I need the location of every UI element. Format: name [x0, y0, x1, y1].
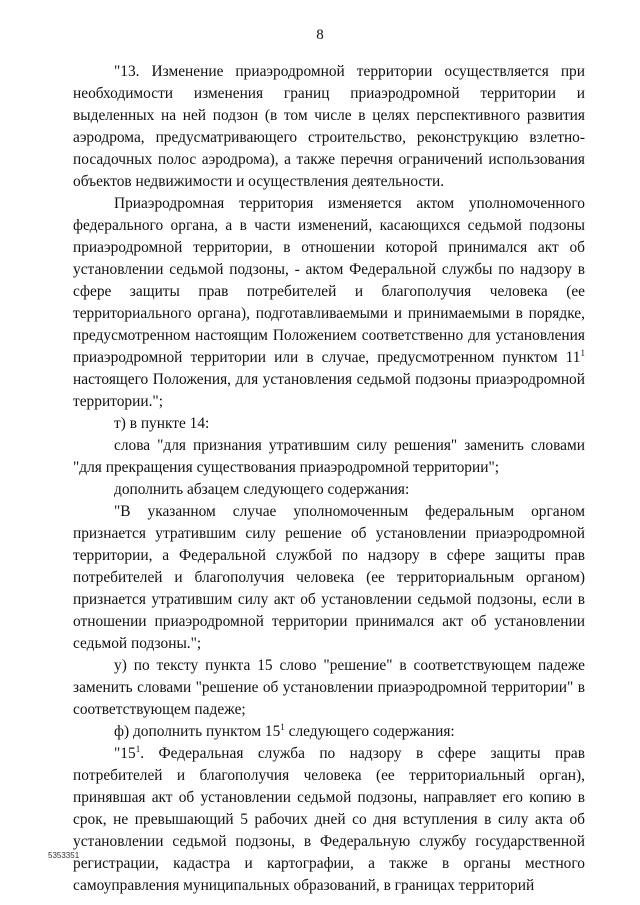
paragraph-item-13-amendment [73, 193, 585, 413]
subitem-t-quote [73, 501, 585, 655]
paragraph-text: следующего содержания: [284, 723, 455, 740]
paragraph-text: т) в пункте 14: [114, 415, 210, 432]
paragraph-text: ф) дополнить пунктом 15 [114, 723, 281, 740]
paragraph-text: "В указанном случае уполномоченным федеральным органом признается утратившим силу решение об установлении приаэродромной территории, а Федеральной службой по надзору в сфере защиты прав потребителей и благополучия человека (ее территориальным органом) признается утратившим силу акт об установлении седьмой подзоны, если в отношении приаэродромной территории принимался акт об установлении седьмой подзоны."; [73, 503, 585, 652]
paragraph-text: настоящего Положения, для установления седьмой подзоны приаэродромной территории."; [73, 371, 585, 410]
subitem-t [73, 413, 585, 435]
paragraph-text: Приаэродромная территория изменяется актом уполномоченного федерального органа, а в части изменений, касающихся седьмой подзоны приаэродромной территории, в отношении которой принимался акт об установлении седьмой подзоны, - актом Федеральной службы по надзору в сфере защиты прав потребителей и благополучия человека (ее территориального органа), подготавливаемыми и принимаемыми в порядке, предусмотренном настоящим Положением соответственно для установления приаэродромной территории или в случае, предусмотренном пунктом 11 [73, 195, 585, 366]
document-body [73, 61, 585, 897]
paragraph-text: дополнить абзацем следующего содержания: [114, 481, 410, 498]
paragraph-text: . Федеральная служба по надзору в сфере защиты прав потребителей и благополучия человека (ее территориальный орган), принявшая акт об установлении седьмой подзоны, направляет его копию в срок, не превышающий 5 рабочих дней со дня вступления в силу акта об установлении седьмой подзоны, в Федеральную службу государственной регистрации, кадастра и картографии, а также в органы местного самоуправления муниципальных образований, в границах территорий [73, 745, 585, 894]
subitem-u [73, 655, 585, 721]
paragraph-item-13 [73, 61, 585, 193]
paragraph-text: слова "для признания утратившим силу решения" заменить словами "для прекращения существования приаэродромной территории"; [73, 437, 585, 476]
subitem-f [73, 721, 585, 743]
page-number: 8 [316, 27, 324, 43]
paragraph-text: "15 [114, 745, 136, 762]
paragraph-text: у) по тексту пункта 15 слово "решение" в соответствующем падеже заменить словами "решение об установлении приаэродромной территории" в соответствующем падеже; [73, 657, 585, 718]
superscript: 1 [135, 744, 141, 754]
superscript: 1 [580, 348, 585, 358]
subitem-t-words [73, 435, 585, 479]
paragraph-item-15-1 [73, 743, 585, 897]
document-code: 5353351 [48, 851, 80, 860]
paragraph-text: "13. Изменение приаэродромной территории осуществляется при необходимости изменения границ приаэродромной территории и выделенных на ней подзон (в том числе в целях перспективного развития аэродрома, предусматривающего строительство, реконструкцию взлетно-посадочных полос аэродрома), а также перечня ограничений использования объектов недвижимости и осуществления деятельности. [73, 63, 585, 190]
superscript: 1 [280, 722, 285, 732]
subitem-t-add [73, 479, 585, 501]
